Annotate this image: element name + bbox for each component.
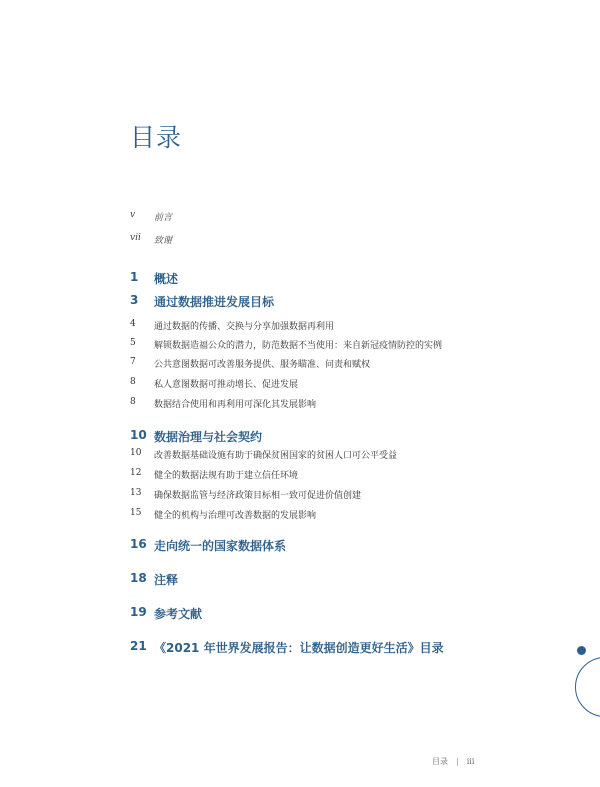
toc-label: 确保数据监管与经济政策目标相一致可促进价值创建: [154, 491, 362, 501]
toc-label: 数据结合使用和再利用可深化其发展影响: [154, 400, 317, 410]
toc-label: 公共意图数据可改善服务提供、服务瞄准、问责和赋权: [154, 360, 371, 370]
toc-page-number: 1: [130, 270, 139, 284]
toc-label: 健全的机构与治理可改善数据的发展影响: [154, 511, 317, 521]
toc-page-number: 7: [130, 357, 136, 367]
toc-page-number: 3: [130, 293, 139, 307]
toc-page-number: 19: [130, 605, 147, 619]
toc-page-number: 4: [130, 319, 136, 329]
footer-page-number: iii: [466, 757, 475, 766]
toc-page-number: 8: [130, 377, 136, 387]
toc-label: 注释: [154, 573, 179, 587]
toc-page-number: 5: [130, 338, 136, 348]
toc-page-number: 21: [130, 639, 147, 653]
toc-page-number: 15: [130, 508, 142, 518]
toc-page-number: 18: [130, 571, 147, 585]
toc-page-number: 10: [130, 448, 142, 458]
accent-dot: [577, 646, 586, 655]
front-matter-page: v: [130, 210, 136, 220]
toc-label: 走向统一的国家数据体系: [154, 539, 287, 553]
toc-label: 概述: [154, 272, 179, 286]
front-matter-label: 前言: [154, 213, 173, 223]
page-title: 目录: [130, 123, 183, 152]
front-matter-page: vii: [130, 233, 141, 243]
toc-page-number: 12: [130, 468, 142, 478]
toc-page-number: 16: [130, 537, 147, 551]
toc-page-number: 10: [130, 428, 147, 442]
toc-label: 数据治理与社会契约: [154, 430, 263, 444]
toc-label: 私人意图数据可推动增长、促进发展: [154, 380, 299, 390]
toc-label: 健全的数据法规有助于建立信任环境: [154, 471, 299, 481]
accent-ring: [575, 657, 600, 717]
page-footer: [432, 756, 474, 767]
toc-label: 解锁数据造福公众的潜力，防范数据不当使用：来自新冠疫情防控的实例: [154, 341, 443, 351]
footer-label: 目录: [432, 757, 448, 766]
toc-label: 参考文献: [154, 607, 203, 621]
toc-label: 《2021 年世界发展报告：让数据创造更好生活》目录: [154, 641, 444, 655]
footer-separator: |: [456, 757, 459, 766]
toc-label: 通过数据推进发展目标: [154, 295, 275, 309]
front-matter-label: 致谢: [154, 236, 173, 246]
toc-page-number: 13: [130, 488, 142, 498]
toc-label: 通过数据的传播、交换与分享加强数据再利用: [154, 322, 335, 332]
toc-page-number: 8: [130, 397, 136, 407]
toc-label: 改善数据基础设施有助于确保贫困国家的贫困人口可公平受益: [154, 451, 398, 461]
